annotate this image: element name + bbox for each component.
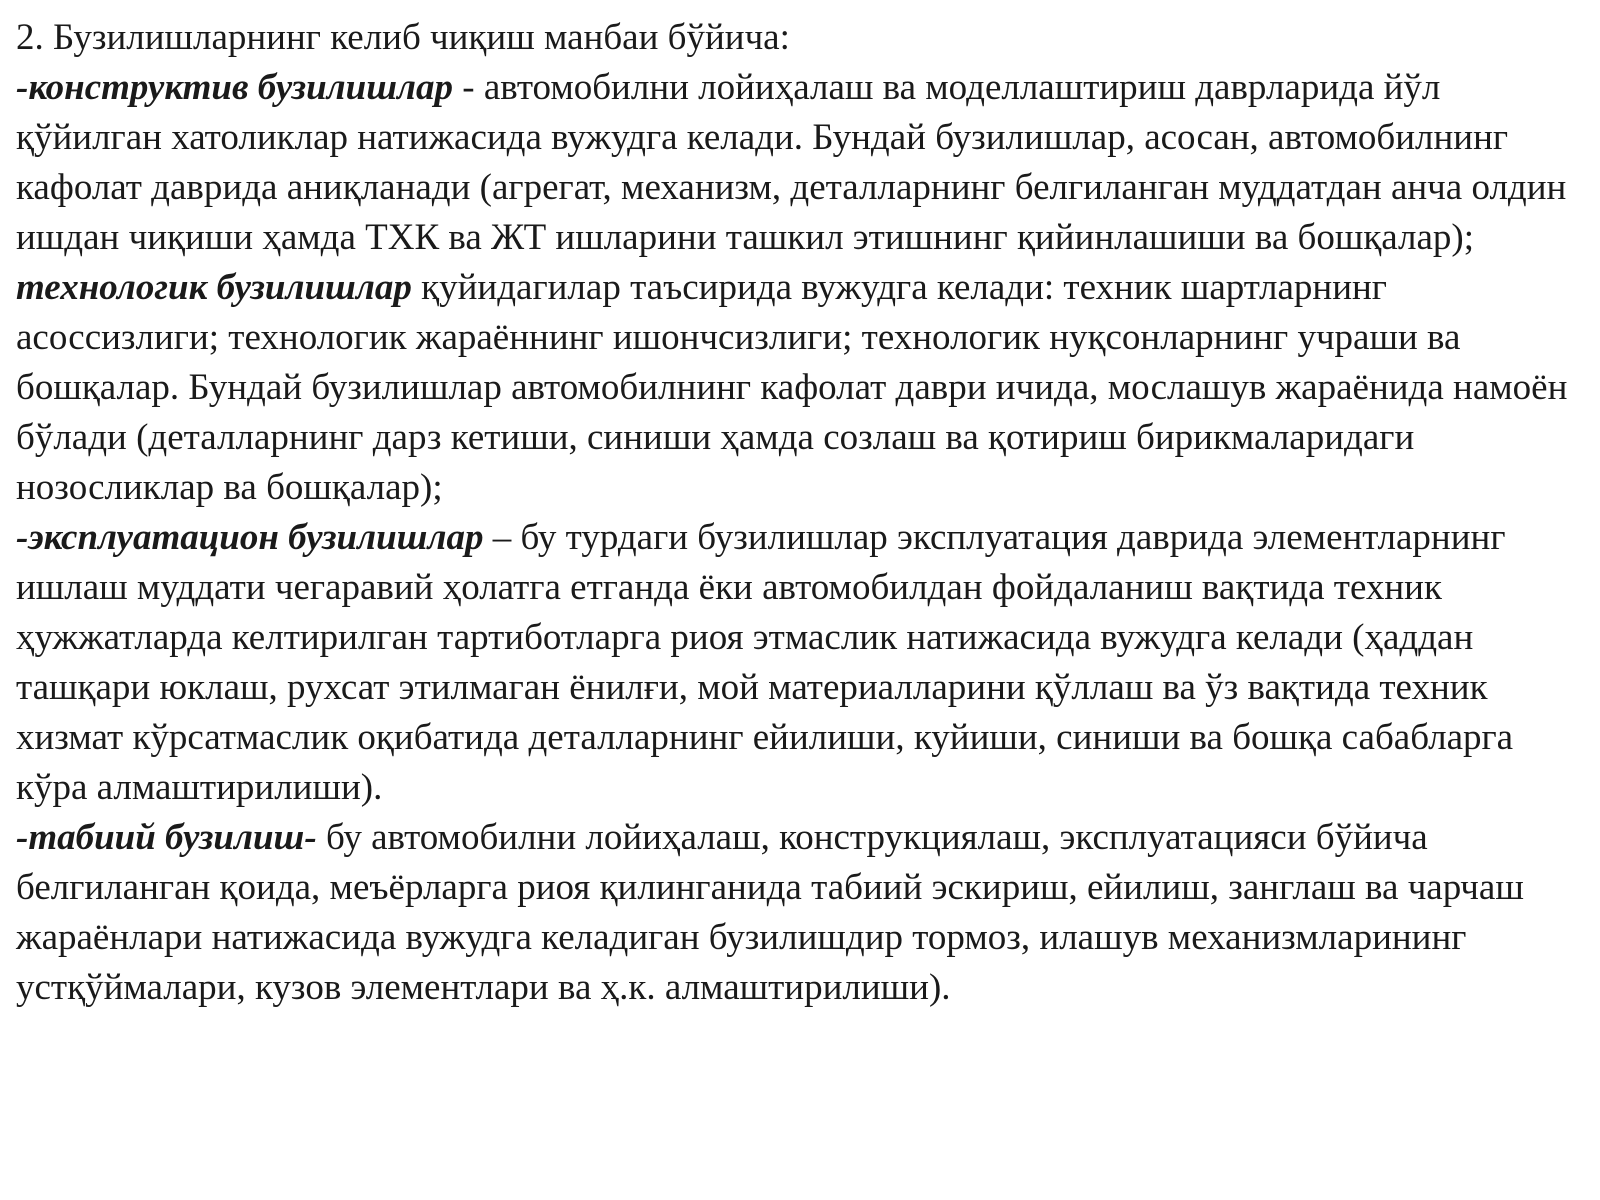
definition-natural: бу автомобилни лойиҳалаш, конструкциялаш, эксплуатацияси бўйича белгиланган қоида, меъёрларга риоя қилинганида табиий эскириш, ейилиш, занглаш ва чарчаш жараёнлари натижасида вужудга келадиган бузилишдир тормоз, илашув механизмларининг устқўймалари, кузов элементлари ва ҳ.к. алмаштирилиши).	[16, 817, 1524, 1008]
paragraph-constructive-failures	[16, 63, 1586, 263]
definition-constructive: - автомобилни лойиҳалаш ва моделлаштириш даврларида йўл қўйилган хатоликлар натижасида вужудга келади. Бундай бузилишлар, асосан, автомобилнинг кафолат даврида аниқланади (агрегат, механизм, деталларнинг белгиланган муддатдан анча олдин ишдан чиқиши ҳамда ТХК ва ЖТ ишларини ташкил этишнинг қийинлашиши ва бошқалар);	[16, 67, 1567, 258]
paragraph-natural-failures	[16, 813, 1586, 1013]
definition-operational: – бу турдаги бузилишлар эксплуатация даврида элементларнинг ишлаш муддати чегаравий ҳолатга етганда ёки автомобилдан фойдаланиш вақтида техник ҳужжатларда келтирилган тартиботларга риоя этмаслик натижасида вужудга келади (ҳаддан ташқари юклаш, рухсат этилмаган ёнилғи, мой материалларини қўллаш ва ўз вақтида техник хизмат кўрсатмаслик оқибатида деталларнинг ейилиши, куйиши, синиши ва бошқа сабабларга кўра алмаштирилиши).	[16, 517, 1514, 808]
term-operational: -эксплуатацион бузилишлар	[16, 517, 484, 558]
term-constructive: -конструктив бузилишлар	[16, 67, 454, 108]
term-technological: технологик бузилишлар	[16, 267, 412, 308]
paragraph-technological-failures	[16, 263, 1586, 513]
term-natural: -табиий бузилиш-	[16, 817, 317, 858]
section-heading: 2. Бузилишларнинг келиб чиқиш манбаи бўйича:	[16, 17, 790, 58]
paragraph-operational-failures	[16, 513, 1586, 813]
document-body	[16, 13, 1586, 1013]
definition-technological: қуйидагилар таъсирида вужудга келади: техник шартларнинг асоссизлиги; технологик жараённинг ишончсизлиги; технологик нуқсонларнинг учраши ва бошқалар. Бундай бузилишлар автомобилнинг кафолат даври ичида, мослашув жараёнида намоён бўлади (деталларнинг дарз кетиши, синиши ҳамда созлаш ва қотириш бирикмаларидаги нозосликлар ва бошқалар);	[16, 267, 1568, 508]
